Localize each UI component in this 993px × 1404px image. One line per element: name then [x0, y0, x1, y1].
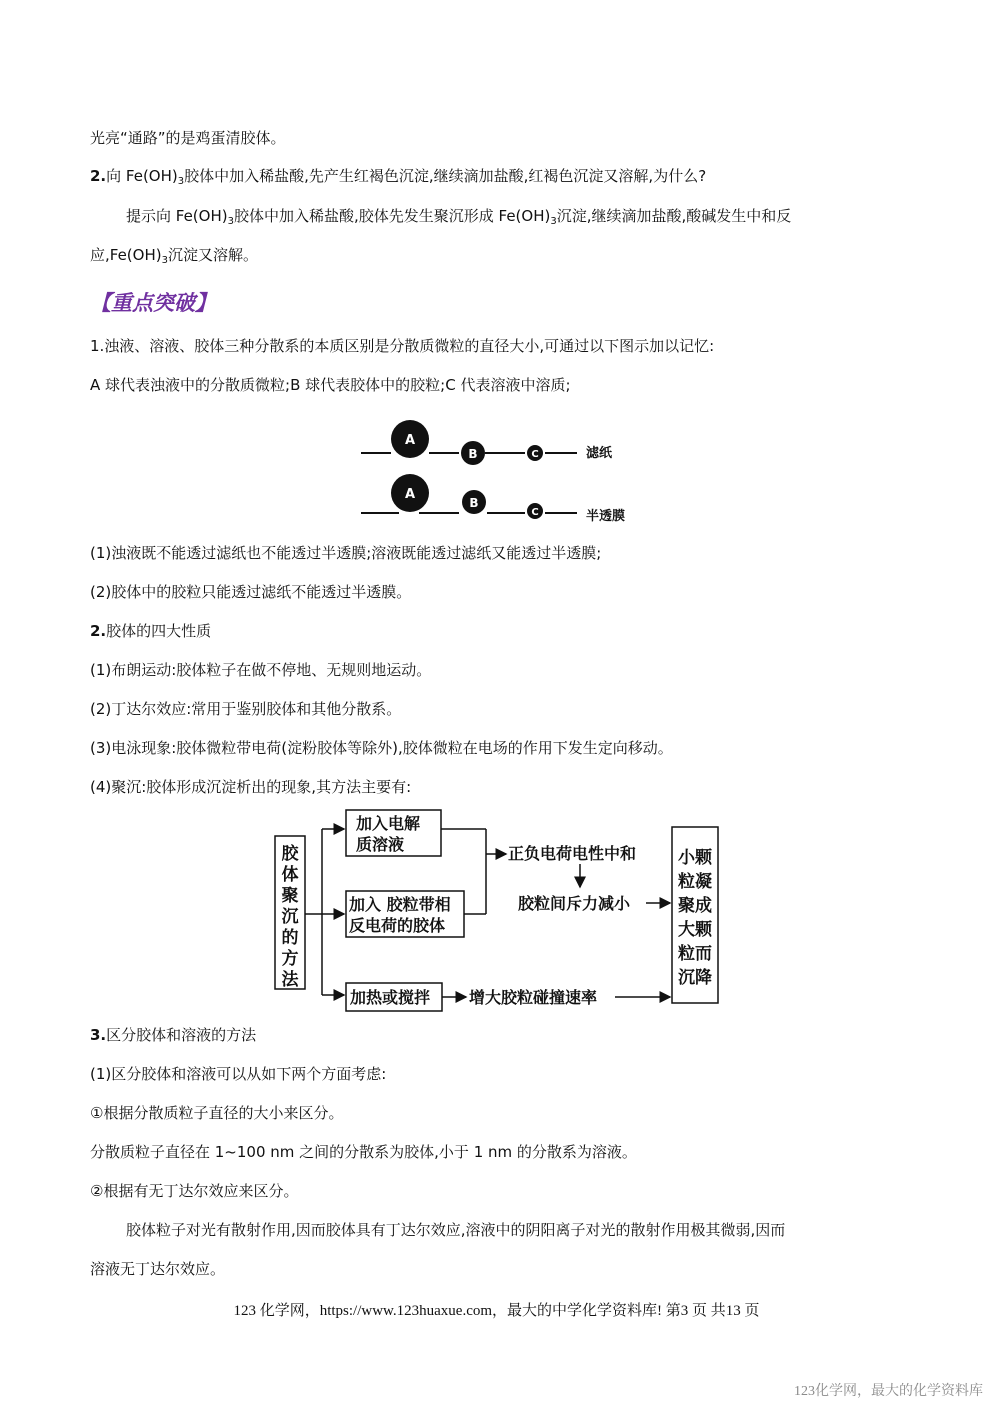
subscript: 3	[227, 216, 234, 227]
repulsion-decrease: 胶粒间斥力减小	[518, 894, 631, 913]
membrane-label: 半透膜	[586, 509, 626, 524]
point-1-line-2: A 球代表浊液中的分散质微粒;B 球代表胶体中的胶粒;C 代表溶液中溶质;	[90, 376, 571, 394]
box-opposite-charge-line1: 加入 胶粒带相	[349, 895, 451, 914]
ball-b-label: B	[468, 447, 478, 461]
point-number: 2.	[90, 622, 107, 640]
question-text-b: 胶体中加入稀盐酸,先产生红褐色沉淀,继续滴加盐酸,红褐色沉淀又溶解,为什么?	[184, 167, 707, 185]
left-box-char: 体	[281, 865, 299, 885]
question-2	[90, 166, 706, 192]
point-3-title	[90, 1025, 256, 1045]
right-box-line: 小颗	[678, 848, 712, 868]
filter-paper-row	[361, 420, 613, 465]
hint-line-1	[126, 206, 791, 232]
hint-text-b: 胶体中加入稀盐酸,胶体先发生聚沉形成 Fe(OH)	[233, 207, 551, 225]
note-1: (1)浊液既不能透过滤纸也不能透过半透膜;溶液既能透过滤纸又能透过半透膜;	[90, 544, 602, 562]
ball-c-label: C	[531, 507, 539, 518]
property-item: (2)丁达尔效应:常用于鉴别胶体和其他分散系。	[90, 700, 402, 718]
membrane-row	[361, 474, 625, 524]
left-box-char: 沉	[281, 907, 299, 927]
right-box-line: 沉降	[678, 968, 712, 988]
right-box-line: 聚成	[678, 896, 712, 916]
left-box-char: 的	[281, 928, 299, 948]
charge-neutralization: 正负电荷电性中和	[508, 844, 637, 863]
question-text-a: 向 Fe(OH)	[106, 167, 178, 185]
text-line: 胶体粒子对光有散射作用,因而胶体具有丁达尔效应,溶液中的阴阳离子对光的散射作用极其微弱,因而	[126, 1221, 786, 1239]
text-line: ②根据有无丁达尔效应来区分。	[90, 1182, 299, 1200]
box-electrolyte-line1: 加入电解	[356, 814, 421, 833]
question-number: 2.	[90, 167, 107, 185]
subscript: 3	[177, 176, 185, 187]
hint2-text-a: 应,Fe(OH)	[90, 246, 162, 264]
ball-a-label: A	[404, 487, 416, 502]
property-item: (3)电泳现象:胶体微粒带电荷(淀粉胶体等除外),胶体微粒在电场的作用下发生定向移动。	[90, 739, 673, 757]
particle-filter-diagram	[355, 415, 655, 527]
right-box-line: 粒而	[678, 944, 712, 964]
ball-a-label: A	[404, 433, 416, 448]
subscript: 3	[161, 255, 168, 266]
left-box-char: 胶	[281, 844, 299, 864]
note-2: (2)胶体中的胶粒只能透过滤纸不能透过半透膜。	[90, 583, 412, 601]
box-heat-stir-label: 加热或搅拌	[350, 988, 431, 1007]
left-box-char: 聚	[281, 886, 299, 906]
right-box-line: 粒凝	[678, 872, 712, 892]
subscript: 3	[550, 216, 557, 227]
point-title-text: 胶体的四大性质	[106, 622, 212, 640]
point-2-title	[90, 621, 211, 641]
point-title-text: 区分胶体和溶液的方法	[106, 1026, 257, 1044]
point-1-line-1: 1.浊液、溶液、胶体三种分散系的本质区别是分散质微粒的直径大小,可通过以下图示加以记忆:	[90, 337, 715, 355]
hint-text-a: 提示向 Fe(OH)	[126, 207, 228, 225]
property-item: (4)聚沉:胶体形成沉淀析出的现象,其方法主要有:	[90, 778, 412, 796]
text-line: 光亮“通路”的是鸡蛋清胶体。	[90, 129, 286, 147]
text-line: ①根据分散质粒子直径的大小来区分。	[90, 1104, 344, 1122]
box-opposite-charge-line2: 反电荷的胶体	[349, 916, 446, 935]
text-line: 溶液无丁达尔效应。	[90, 1260, 226, 1278]
box-electrolyte-line2: 质溶液	[356, 835, 405, 854]
section-title: 【重点突破】	[90, 290, 216, 315]
coagulation-flowchart	[270, 807, 725, 1012]
point-number: 3.	[90, 1026, 107, 1044]
text-line: (1)区分胶体和溶液可以从如下两个方面考虑:	[90, 1065, 387, 1083]
property-item: (1)布朗运动:胶体粒子在做不停地、无规则地运动。	[90, 661, 432, 679]
page-footer: 123 化学网，https://www.123huaxue.com，最大的中学化学资料库! 第3 页 共13 页	[233, 1303, 760, 1319]
watermark: 123化学网，最大的化学资料库	[794, 1384, 983, 1399]
left-box-char: 法	[281, 970, 299, 990]
hint2-text-b: 沉淀又溶解。	[167, 246, 258, 264]
right-box-line: 大颗	[678, 920, 712, 940]
hint-line-2	[90, 245, 258, 271]
text-line: 分散质粒子直径在 1~100 nm 之间的分散系为胶体,小于 1 nm 的分散系为溶液。	[90, 1143, 637, 1161]
ball-c-label: C	[531, 449, 539, 460]
left-box-char: 方	[281, 949, 299, 969]
collision-rate: 增大胶粒碰撞速率	[469, 988, 598, 1007]
filter-paper-label: 滤纸	[586, 446, 613, 461]
hint-text-c: 沉淀,继续滴加盐酸,酸碱发生中和反	[556, 207, 792, 225]
ball-b-label: B	[469, 496, 479, 510]
